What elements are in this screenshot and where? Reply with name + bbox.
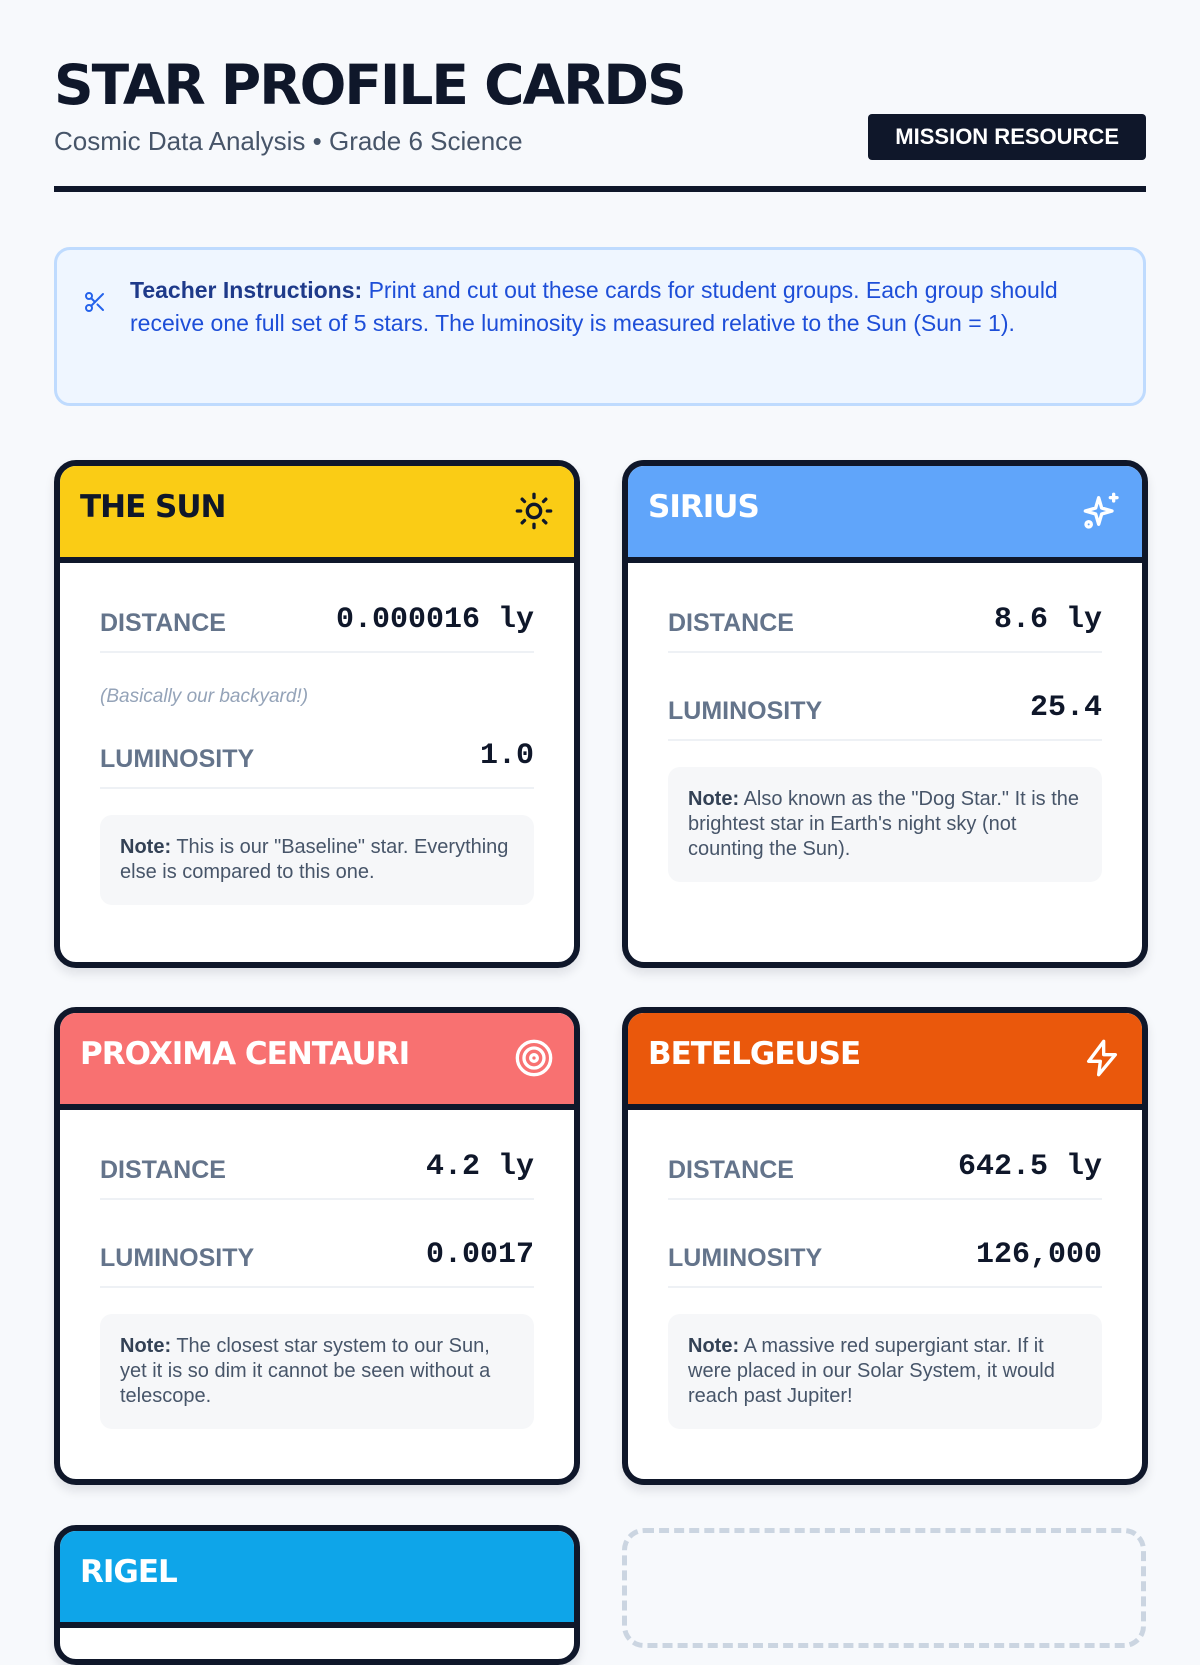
note-text: Also known as the "Dog Star." It is the brightest star in Earth's night sky (not counting the Sun).: [688, 788, 1080, 860]
distance-label: DISTANCE: [100, 609, 226, 637]
sun-icon: [514, 491, 554, 531]
scissors-icon: [83, 290, 107, 314]
star-note: [668, 1314, 1102, 1429]
note-label: Note:: [120, 1335, 172, 1357]
distance-aside: (Basically our backyard!): [100, 686, 309, 707]
distance-value: 8.6 ly: [993, 603, 1102, 637]
star-card-sun: [54, 460, 580, 968]
note-label: Note:: [688, 1335, 740, 1357]
star-name: BETELGEUSE: [648, 1036, 861, 1072]
instructions-lead: Teacher Instructions:: [130, 277, 363, 303]
lightning-icon: [1082, 1038, 1122, 1078]
distance-value: 642.5 ly: [957, 1150, 1102, 1184]
luminosity-value: 1.0: [479, 739, 534, 773]
distance-label: DISTANCE: [668, 1156, 794, 1184]
luminosity-label: LUMINOSITY: [100, 745, 255, 773]
star-name: SIRIUS: [648, 489, 759, 525]
luminosity-label: LUMINOSITY: [668, 1244, 823, 1272]
star-card-proxima-centauri: [54, 1007, 580, 1485]
distance-value: 0.000016 ly: [335, 603, 534, 637]
mission-resource-badge: MISSION RESOURCE: [868, 114, 1146, 160]
luminosity-value: 0.0017: [425, 1238, 534, 1272]
card-header: [628, 466, 1142, 563]
luminosity-row: [668, 1226, 1102, 1288]
teacher-instructions-box: [54, 247, 1146, 406]
instructions-text: [130, 274, 1113, 340]
star-card-rigel: [54, 1525, 580, 1665]
card-header: [628, 1013, 1142, 1110]
empty-card-slot: [622, 1528, 1146, 1648]
distance-row: [100, 591, 534, 653]
note-text: The closest star system to our Sun, yet it is so dim it cannot be seen without a telescope.: [120, 1335, 491, 1407]
distance-row: [668, 591, 1102, 653]
card-header: [60, 1531, 574, 1628]
star-note: [668, 767, 1102, 882]
star-note: [100, 815, 534, 905]
luminosity-label: LUMINOSITY: [100, 1244, 255, 1272]
header-divider: [54, 186, 1146, 192]
star-note: [100, 1314, 534, 1429]
luminosity-row: [100, 727, 534, 789]
luminosity-value: 126,000: [975, 1238, 1102, 1272]
sparkles-icon: [1082, 491, 1122, 531]
luminosity-label: LUMINOSITY: [668, 697, 823, 725]
distance-row: [100, 1138, 534, 1200]
page-title: STAR PROFILE CARDS: [54, 53, 685, 117]
instructions-body: Print and cut out these cards for student groups. Each group should receive one full set of 5 stars. The luminosity is measured relative to the Sun (Sun = 1).: [130, 277, 1058, 336]
note-text: A massive red supergiant star. If it were placed in our Solar System, it would reach past Jupiter!: [688, 1335, 1055, 1407]
distance-label: DISTANCE: [668, 609, 794, 637]
note-label: Note:: [120, 836, 172, 858]
note-text: This is our "Baseline" star. Everything else is compared to this one.: [120, 836, 509, 883]
card-header: [60, 1013, 574, 1110]
page-subtitle: Cosmic Data Analysis • Grade 6 Science: [54, 126, 523, 156]
star-name: THE SUN: [80, 489, 226, 525]
target-icon: [514, 1038, 554, 1078]
star-card-sirius: [622, 460, 1148, 968]
star-name: PROXIMA CENTAURI: [80, 1036, 410, 1072]
luminosity-row: [100, 1226, 534, 1288]
distance-value: 4.2 ly: [425, 1150, 534, 1184]
luminosity-value: 25.4: [1029, 691, 1102, 725]
luminosity-row: [668, 679, 1102, 741]
card-header: [60, 466, 574, 563]
note-label: Note:: [688, 788, 740, 810]
star-card-betelgeuse: [622, 1007, 1148, 1485]
star-name: RIGEL: [80, 1554, 177, 1590]
distance-row: [668, 1138, 1102, 1200]
distance-label: DISTANCE: [100, 1156, 226, 1184]
